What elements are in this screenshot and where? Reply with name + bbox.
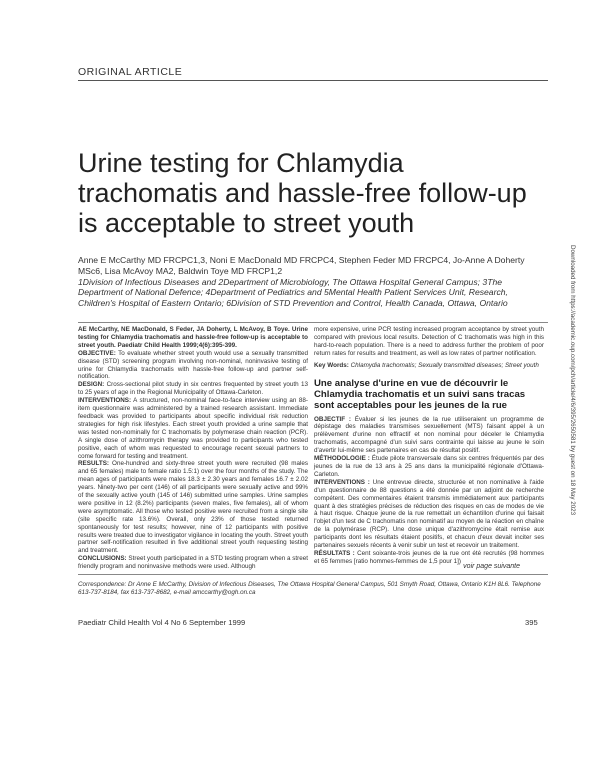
abstract-design (78, 381, 308, 397)
abstract-results (78, 460, 308, 555)
download-note: Downloaded from https://academic.oup.com/pch/article/4/6/395/2650581 by guest on 18 May 2023 (569, 245, 576, 516)
section-label: ORIGINAL ARTICLE (78, 66, 183, 78)
download-watermark (568, 245, 576, 585)
section-body: Street youth participated in a STD testing program when a street friendly program and noninvasive methods were used. Although (78, 555, 308, 571)
section-heading: CONCLUSIONS: (78, 555, 127, 563)
header-divider (78, 80, 548, 81)
footer-divider (78, 574, 548, 575)
page-number: 395 (525, 618, 538, 627)
continued-note: voir page suivante (463, 563, 520, 570)
abstract-interventions (78, 397, 308, 460)
conclusions-continued: more expensive, urine PCR testing increased program acceptance by street youth compared with previous local results. Detection of C trachomatis was high in this hard-to-reach population. There is a need to address further the problem of poor return rates for results and treatment, as well as low rates of partner notification. (314, 326, 544, 357)
section-heading: MÉTHODOLOGIE : (314, 455, 370, 463)
section-body: Cent soixante-trois jeunes de la rue ont été recrutés (98 hommes et 65 femmes [ratio hommes-femmes de 1,5 pour 1]) (314, 549, 544, 565)
section-body: Une entrevue directe, structurée et non nominative à l'aide d'un questionnaire de 88 questions a été donnée par un adjoint de recherche compétent. Des commentaires étaient transmis immédiatement aux participants quant à des stratégies précises de réduction des risques en cas de modes de vie à haut risque. Chaque jeune de la rue remettait un échantillon d'urine qui faisait l'objet d'un test de C trachomatis non nominatif au moyen de la réaction en chaîne de la polymérase (RCP). Une dose unique d'azithromycine était remise aux participants dont les résultats étaient positifs, et chacun d'eux devait inciter ses partenaires sexuels récents à venir subir un test et recevoir un traitement. (314, 478, 545, 550)
abstract-right-column (314, 326, 544, 566)
affiliations-line: 1Division of Infectious Diseases and 2Department of Microbiology, The Ottawa Hospital General Campus; 3The Department of National Defence; 4Department of Pediatrics and 5Mental Health Patient Services Unit, Research, Children's Hospital of Eastern Ontario; 6Division of STD Prevention and Control, Health Canada, Ottawa, Ontario (78, 276, 508, 309)
section-heading: OBJECTIF : (314, 415, 352, 423)
section-body: Cross-sectional pilot study in six centres frequented by street youth 13 to 25 years of age in the Regional Municipality of Ottawa-Carleton. (78, 381, 308, 397)
abstract-objective (78, 350, 308, 382)
section-heading: INTERVENTIONS : (314, 478, 370, 486)
section-heading: RESULTS: (78, 460, 110, 468)
section-body: One-hundred and sixty-three street youth were recruited (98 males and 65 females) male to female ratio 1.5:1) over the four months of the study. The mean ages of participants were males 18.3 ± 2.30 years and females 16.7 ± 2.02 years. Ninety-two per cent (146) of all participants were sexually active and 99% of the sexually active youth (145 of 146) submitted urine samples. Urine samples were positive in 12 (8.2%) participants (seven males, five females), all of whom were asymptomatic. All those who tested positive were recruited from a single site (site specific rate 13.6%). Overall, only 23% of those tested returned spontaneously for test results; however, nine of 12 participants with positive results were treated due to investigator vigilance in locating the youth. Street youth partner self-notification resulted in five additional street youth requesting testing and treatment. (78, 460, 308, 555)
section-heading: INTERVENTIONS: (78, 397, 132, 405)
correspondence: Correspondence: Dr Anne E McCarthy, Division of Infectious Diseases, The Ottawa Hospital General Campus, 501 Smyth Road, Ottawa, Ontario K1H 8L6. Telephone 613-737-8184, fax 613-737-8682, e-mail amccarthy@ogh.on.ca (78, 581, 541, 597)
section-body: Évaluer si les jeunes de la rue utiliseraient un programme de dépistage des maladies transmises sexuellement (MTS) faisant appel à un prélèvement d'urine non effractif et non nominal pour déceler le Chlamydia trachomatis, accompagné d'un suivi sans contrainte qui laisse au jeune le soin d'avertir lui-même ses partenaires en cas de résultat positif. (314, 415, 545, 455)
abstract-fr-objectif (314, 416, 544, 456)
abstract-fr-methodologie (314, 455, 544, 479)
section-body: To evaluate whether street youth would use a sexually transmitted disease (STD) screening program involving non-nominal, noninvasive testing of urine for Chlamydia trachomatis with hassle-free follow-up and partner self-notification. (78, 349, 308, 381)
keywords (314, 362, 544, 370)
section-body: Étude pilote transversale dans six centres fréquentés par des jeunes de la rue de 13 ans à 25 ans dans la municipalité régionale d'Ottawa-Carleton. (314, 455, 545, 478)
abstract-left-column (78, 326, 308, 571)
journal-citation: Paediatr Child Health Vol 4 No 6 September 1999 (78, 618, 246, 627)
section-heading: RÉSULTATS : (314, 549, 355, 557)
abstract-conclusions (78, 555, 308, 571)
section-heading: OBJECTIVE: (78, 349, 116, 357)
article-title: Urine testing for Chlamydia trachomatis and hassle-free follow-up is acceptable to street youth (78, 148, 527, 238)
section-heading: DESIGN: (78, 381, 105, 389)
french-title: Une analyse d'urine en vue de découvrir le Chlamydia trachomatis et un suivi sans tracas sont acceptables pour les jeunes de la rue (314, 377, 526, 411)
keywords-text: Chlamydia trachomatis; Sexually transmitted diseases; Street youth (348, 361, 539, 369)
authors-line: Anne E McCarthy MD FRCPC1,3, Noni E MacDonald MD FRCPC4, Stephen Feder MD FRCPC4, Jo-Anne A Doherty MSc6, Lisa McAvoy MA2, Baldwin Toye MD FRCP1,2 (78, 255, 525, 276)
citation-paragraph (78, 326, 308, 350)
citation-text: AE McCarthy, NE MacDonald, S Feder, JA Doherty, L McAvoy, B Toye. Urine testing for Chlamydia trachomatis and hassle-free follow-up is acceptable to street youth. Paediatr Child Health 1999;4(6):395-399. (78, 326, 308, 349)
section-body: A structured, non-nominal face-to-face interview using an 88-item questionnaire was administered by a trained research assistant. Immediate feedback was provided to participants about specific individual risk reduction strategies for high risk lifestyles. Each street youth provided a urine sample that was tested non-nominally for C trachomatis by polymerase chain reaction (PCR). A single dose of azithromycin therapy was provided to participants who tested positive, each of whom was requested to encourage recent sexual partners to come forward for testing and treatment. (78, 397, 308, 460)
author-block (78, 255, 548, 309)
keywords-label: Key Words: (314, 361, 349, 369)
abstract-divider (78, 322, 548, 323)
abstract-fr-interventions (314, 479, 544, 550)
